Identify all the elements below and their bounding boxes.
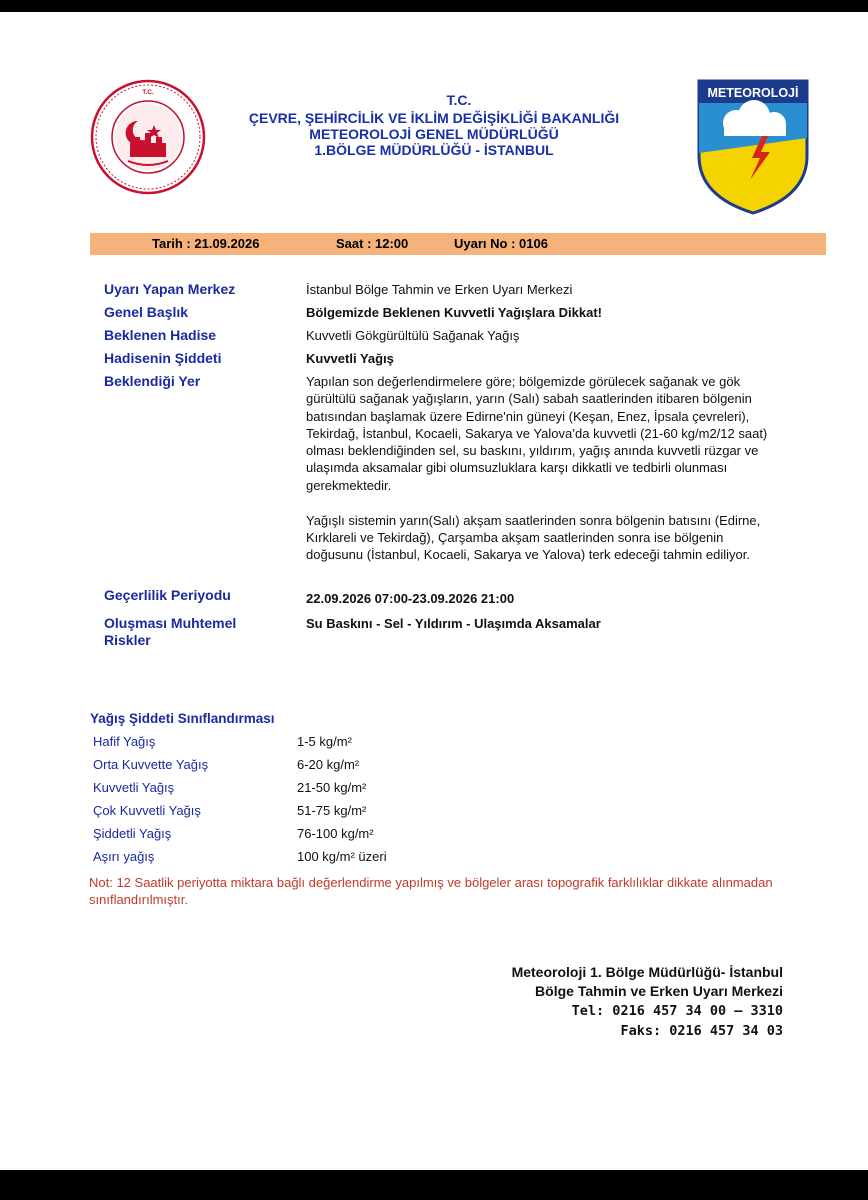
validity-label: Geçerlilik Periyodu: [104, 587, 231, 603]
classification-row-name: Orta Kuvvette Yağış: [93, 757, 209, 772]
classification-row-value: 21-50 kg/m²: [297, 780, 367, 795]
classification-note: Not: 12 Saatlik periyotta miktara bağlı değerlendirme yapılmış ve bölgeler arası topografik farklılıklar dikkate alınmadan sınıflandırılmıştır.: [89, 875, 773, 907]
meteoroloji-logo-icon: [696, 78, 810, 216]
classification-row-name: Kuvvetli Yağış: [93, 780, 175, 795]
risks-label-line-2: Riskler: [104, 632, 151, 648]
footer-tel: Tel: 0216 457 34 00 – 3310: [571, 1003, 783, 1019]
footer-fax: Faks: 0216 457 34 03: [620, 1023, 783, 1039]
risks-value: Su Baskını - Sel - Yıldırım - Ulaşımda Aksamalar: [306, 616, 601, 631]
location-label: Beklendiği Yer: [104, 373, 201, 389]
classification-row-value: 100 kg/m² üzeri: [297, 849, 387, 864]
classification-row-value: 1-5 kg/m²: [297, 734, 352, 749]
classification-row: [93, 734, 493, 754]
center-value: İstanbul Bölge Tahmin ve Erken Uyarı Merkezi: [306, 282, 573, 297]
footer-center: Bölge Tahmin ve Erken Uyarı Merkezi: [535, 983, 783, 999]
location-value-paragraph-2: Yağışlı sistemin yarın(Salı) akşam saatlerinden sonra bölgenin batısını (Edirne, Kırklareli ve Tekirdağ), Çarşamba akşam saatlerinden sonra ise bölgenin doğusunu (İstanbul, Kocaeli, Sakarya ve Yalova) terk edeceği tahmin ediliyor.: [306, 513, 761, 562]
validity-value: 22.09.2026 07:00-23.09.2026 21:00: [306, 591, 515, 606]
classification-row: [93, 849, 493, 869]
info-bar: [90, 233, 826, 255]
classification-row-value: 6-20 kg/m²: [297, 757, 360, 772]
title-label: Genel Başlık: [104, 304, 189, 320]
classification-title: Yağış Şiddeti Sınıflandırması: [90, 711, 275, 726]
logo-text: METEOROLOJİ: [707, 86, 799, 100]
classification-row-value: 76-100 kg/m²: [297, 826, 374, 841]
classification-row-name: Çok Kuvvetli Yağış: [93, 803, 201, 818]
classification-row-name: Aşırı yağış: [93, 849, 155, 864]
center-label: Uyarı Yapan Merkez: [104, 281, 236, 297]
svg-text:T.C.: T.C.: [142, 89, 154, 96]
time-text: Saat : 12:00: [336, 236, 409, 251]
event-value: Kuvvetli Gökgürültülü Sağanak Yağış: [306, 328, 520, 343]
warning-document: [0, 12, 868, 1170]
date-text: Tarih : 21.09.2026: [152, 236, 260, 251]
classification-row: [93, 803, 493, 823]
title-value: Bölgemizde Beklenen Kuvvetli Yağışlara Dikkat!: [306, 305, 602, 320]
footer-office: Meteoroloji 1. Bölge Müdürlüğü- İstanbul: [511, 964, 783, 980]
classification-row: [93, 757, 493, 777]
classification-row: [93, 826, 493, 846]
header-general-directorate: METEOROLOJİ GENEL MÜDÜRLÜĞÜ: [309, 126, 559, 142]
classification-row: [93, 780, 493, 800]
warning-number-text: Uyarı No : 0106: [454, 236, 548, 251]
header-ministry: ÇEVRE, ŞEHİRCİLİK VE İKLİM DEĞİŞİKLİĞİ BAKANLIĞI: [248, 110, 620, 126]
severity-label: Hadisenin Şiddeti: [104, 350, 222, 366]
header-regional-directorate: 1.BÖLGE MÜDÜRLÜĞÜ - İSTANBUL: [314, 142, 554, 158]
event-label: Beklenen Hadise: [104, 327, 217, 343]
location-value-paragraph-1: Yapılan son değerlendirmelere göre; bölgemizde görülecek sağanak ve gök gürültülü sağanak yağışların, yarın (Salı) sabah saatlerinden itibaren bölgenin batısından başlamak üzere Edirne'nin güneyi (Keşan, Enez, İpsala çevreleri), Tekirdağ, İstanbul, Kocaeli, Sakarya ve Yalova’da kuvvetli (21-60 kg/m2/12 saat) olması beklendiğinden sel, su baskını, yıldırım, yağış anında kuvvetli rüzgar ve ulaşımda aksamalar gibi olumsuzluklara karşı dikkatli ve tedbirli olunması gerekmektedir.: [306, 374, 768, 493]
risks-label-line-1: Oluşması Muhtemel: [104, 615, 237, 631]
header-tc: T.C.: [446, 92, 472, 108]
severity-value: Kuvvetli Yağış: [306, 351, 394, 366]
classification-row-value: 51-75 kg/m²: [297, 803, 367, 818]
classification-row-name: Hafif Yağış: [93, 734, 156, 749]
classification-row-name: Şiddetli Yağış: [93, 826, 172, 841]
